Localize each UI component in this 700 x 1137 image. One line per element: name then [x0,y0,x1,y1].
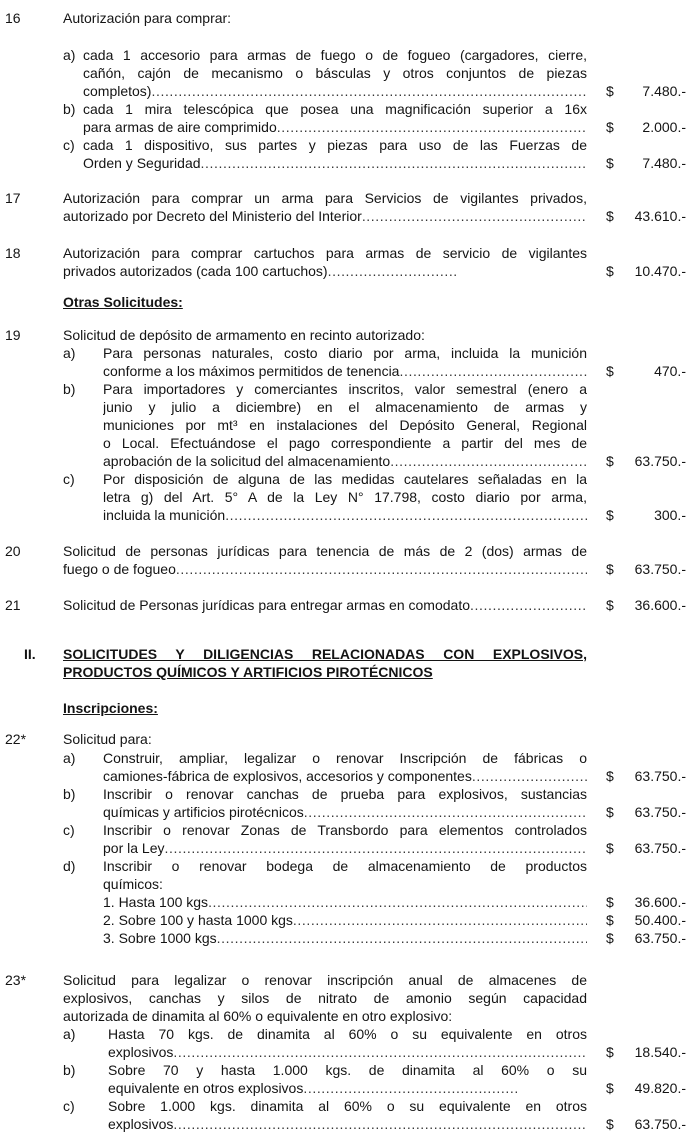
item-number: 16 [5,10,21,26]
document-line [0,839,700,857]
line-text-box [63,207,587,225]
currency-symbol: $ [606,894,614,910]
dotted-leader [304,803,587,821]
document-line [0,803,700,821]
document-line [0,46,700,64]
document-line [0,64,700,82]
line-text: químicas y artificios pirotécnicos [103,804,304,820]
document-line [0,118,700,136]
line-text: Solicitud de Personas jurídicas para entregar armas en comodato [63,597,470,613]
document-line [0,1007,700,1025]
line-text-box [63,560,587,578]
line-text-box [103,344,587,362]
sub-item-label: b) [63,1062,76,1078]
document-line [0,470,700,488]
line-text: Orden y Seguridad [83,155,201,171]
line-text-box [63,189,587,207]
document-line [0,488,700,506]
document-line [0,398,700,416]
line-text-box [103,749,587,767]
section-heading: Inscripciones: [63,700,158,716]
currency-symbol: $ [606,930,614,946]
document-line [0,857,700,875]
document-line [0,189,700,207]
line-text: Hasta 70 kgs. de dinamita al 60% o su equivalente en otros [108,1026,587,1042]
currency-symbol: $ [606,453,614,469]
line-text: 1. Hasta 100 kgs [103,894,209,910]
fee-amount: 18.540.- [634,1044,686,1060]
document-line [0,9,700,27]
line-text: explosivos [108,1044,174,1060]
line-text-box [103,911,587,929]
document-line [0,730,700,748]
line-text-box [103,875,587,893]
document-line [0,262,700,280]
line-text: Solicitud para legalizar o renovar inscripción anual de almacenes de [63,972,587,988]
document-line [0,380,700,398]
dotted-leader [277,118,587,136]
fee-amount: 63.750.- [634,561,686,577]
line-text-box [103,470,587,488]
line-text-box [103,803,587,821]
item-number: 22* [5,731,27,747]
line-text-box [63,326,587,344]
line-text: por la Ley [103,840,165,856]
sub-item-label: c) [63,822,75,838]
sub-item-label: c) [63,137,75,153]
line-text-box [63,989,587,1007]
line-text-box [83,100,587,118]
line-text-box [103,821,587,839]
document-line [0,344,700,362]
line-text-box [83,46,587,64]
document-line [0,154,700,172]
currency-symbol: $ [606,768,614,784]
line-text: químicos: [103,876,163,892]
line-text-box [103,488,587,506]
document-line [0,929,700,947]
currency-symbol: $ [606,912,614,928]
line-text-box [103,857,587,875]
document-line [0,663,700,681]
document-line [0,875,700,893]
line-text-box [108,1061,587,1079]
sub-item-label: a) [63,345,76,361]
line-text: incluida la munición [103,507,226,523]
currency-symbol: $ [606,263,614,279]
line-text-box [103,506,587,524]
dotted-leader [208,893,587,911]
fee-amount: 2.000.- [642,119,686,135]
fee-amount: 63.750.- [634,840,686,856]
sub-item-label: a) [63,1026,76,1042]
line-text-box [83,118,587,136]
document-line [0,326,700,344]
document-line [0,1043,700,1061]
line-text-box [63,542,587,560]
document-line [0,1079,700,1097]
line-text-box [63,730,587,748]
document-line [0,699,700,717]
line-text: Autorización para comprar: [63,10,232,26]
fee-amount: 50.400.- [634,912,686,928]
fee-amount: 63.750.- [634,804,686,820]
currency-symbol: $ [606,561,614,577]
fee-amount: 43.610.- [634,208,686,224]
line-text-box [63,244,587,262]
line-text: Para importadores y comerciantes inscritos, valor semestral (enero a [103,381,587,397]
line-text: Solicitud de depósito de armamento en recinto autorizado: [63,327,425,343]
document-line [0,971,700,989]
document-line [0,596,700,614]
line-text-box [103,362,587,380]
document-line [0,136,700,154]
dotted-leader [173,1115,587,1133]
currency-symbol: $ [606,208,614,224]
dotted-leader [399,362,587,380]
document-line [0,362,700,380]
currency-symbol: $ [606,83,614,99]
sub-item-label: a) [63,750,76,766]
line-text: equivalente en otros explosivos [108,1080,304,1096]
line-text: Solicitud de personas jurídicas para tenencia de más de 2 (dos) armas de [63,543,587,559]
line-text: Solicitud para: [63,731,152,747]
fee-amount: 36.600.- [634,597,686,613]
line-text: conforme a los máximos permitidos de tenencia [103,363,400,379]
line-text: Construir, ampliar, legalizar o renovar Inscripción de fábricas o [103,750,587,766]
line-text-box [108,1115,587,1133]
dotted-leader [293,911,587,929]
currency-symbol: $ [606,363,614,379]
line-text-box [103,893,587,911]
line-text: Para personas naturales, costo diario por arma, incluida la munición [103,345,587,361]
document-line [0,911,700,929]
document-line [0,893,700,911]
line-text: o Local. Efectuándose el pago correspondiente a partir del mes de [103,435,587,451]
section-heading: PRODUCTOS QUÍMICOS Y ARTIFICIOS PIROTÉCNICOS [63,664,433,680]
line-text: Autorización para comprar cartuchos para armas de servicio de vigilantes [63,245,587,261]
dotted-leader [201,154,587,172]
line-text: fuego o de fogueo [63,561,176,577]
dotted-leader [173,1043,587,1061]
line-text: Inscribir o renovar bodega de almacenamiento de productos [103,858,587,874]
dotted-leader [151,82,587,100]
line-text-box [83,154,587,172]
line-text: completos) [83,83,152,99]
document-line [0,785,700,803]
line-text: cada 1 dispositivo, sus partes y piezas para uso de las Fuerzas de [83,137,587,153]
line-text: cada 1 accesorio para armas de fuego o de fogueo (cargadores, cierre, [83,47,587,63]
currency-symbol: $ [606,507,614,523]
currency-symbol: $ [606,1080,614,1096]
fee-amount: 10.470.- [634,263,686,279]
document-line [0,1061,700,1079]
line-text: cañón, cajón de mecanismo o básculas y otros conjuntos de piezas [83,65,587,81]
line-text-box [63,9,587,27]
document-line [0,207,700,225]
dotted-leader [362,207,587,225]
line-text-box [108,1079,520,1097]
line-text-box [103,434,587,452]
sub-item-label: a) [63,47,76,63]
sub-item-label: b) [63,786,76,802]
line-text: privados autorizados (cada 100 cartuchos) [63,263,328,279]
currency-symbol: $ [606,1116,614,1132]
document-line [0,293,700,311]
line-text-box [63,663,587,681]
document-line [0,452,700,470]
dotted-leader [176,560,587,578]
dotted-leader [225,506,587,524]
sub-item-label: b) [63,101,76,117]
line-text-box [63,645,587,663]
line-text: Por disposición de alguna de las medidas cautelares señaladas en la [103,471,587,487]
item-number: 23* [5,972,27,988]
document-line [0,244,700,262]
line-text: para armas de aire comprimido [83,119,277,135]
sub-item-label: c) [63,1098,75,1114]
line-text-box [63,1007,587,1025]
document-line [0,506,700,524]
item-number: 18 [5,245,21,261]
dotted-leader [470,596,587,614]
document-line [0,1097,700,1115]
document-line [0,749,700,767]
dotted-leader [472,767,587,785]
line-text-box [83,136,587,154]
document-line [0,82,700,100]
line-text-box [108,1025,587,1043]
line-text-box [103,785,587,803]
line-text-box [103,380,587,398]
line-text: Inscribir o renovar canchas de prueba para explosivos, sustancias [103,786,587,802]
item-number: 19 [5,327,21,343]
line-text-box [63,262,457,280]
document-line [0,767,700,785]
line-text: explosivos, canchas y silos de nitrato de amonio según capacidad [63,990,587,1006]
dotted-leader [390,452,587,470]
fee-amount: 63.750.- [634,1116,686,1132]
currency-symbol: $ [606,804,614,820]
document-line [0,542,700,560]
line-text: Inscribir o renovar Zonas de Transbordo para elementos controlados [103,822,587,838]
fee-amount: 36.600.- [634,894,686,910]
document-line [0,821,700,839]
line-text: camiones-fábrica de explosivos, accesorios y componentes [103,768,472,784]
document-line [0,1115,700,1133]
currency-symbol: $ [606,155,614,171]
line-text-box [103,929,587,947]
line-text-box [103,398,587,416]
line-text: aprobación de la solicitud del almacenamiento [103,453,391,469]
item-number: 21 [5,597,21,613]
fee-amount: 7.480.- [642,83,686,99]
document-line [0,645,700,663]
fee-amount: 300.- [654,507,686,523]
line-text: Sobre 1.000 kgs. dinamita al 60% o su equivalente en otros [108,1098,587,1114]
item-number: 20 [5,543,21,559]
line-text: explosivos [108,1116,174,1132]
line-text-box [63,596,587,614]
line-text-box [63,971,587,989]
currency-symbol: $ [606,597,614,613]
fee-amount: 7.480.- [642,155,686,171]
sub-item-label: d) [63,858,76,874]
currency-symbol: $ [606,1044,614,1060]
line-text: autorizado por Decreto del Ministerio del Interior [63,208,362,224]
line-text-box [63,293,587,311]
line-text: cada 1 mira telescópica que posea una magnificación superior a 16x [83,101,587,117]
line-text-box [103,767,587,785]
fee-amount: 63.750.- [634,930,686,946]
fee-amount: 49.820.- [634,1080,686,1096]
item-number: 17 [5,190,21,206]
line-text: Autorización para comprar un arma para Servicios de vigilantes privados, [63,190,587,206]
line-text-box [103,416,587,434]
document-line [0,434,700,452]
line-text: Sobre 70 y hasta 1.000 kgs. de dinamita al 60% o su [108,1062,587,1078]
currency-symbol: $ [606,119,614,135]
dotted-leader [328,262,457,280]
fee-amount: 63.750.- [634,453,686,469]
fee-amount: 63.750.- [634,768,686,784]
document-line [0,1025,700,1043]
section-heading: Otras Solicitudes: [63,294,183,310]
line-text-box [108,1097,587,1115]
document-line [0,560,700,578]
dotted-leader [164,839,587,857]
line-text-box [103,839,587,857]
document-line [0,989,700,1007]
line-text-box [63,699,587,717]
section-heading: SOLICITUDES Y DILIGENCIAS RELACIONADAS CON EXPLOSIVOS, [63,646,587,662]
line-text: 2. Sobre 100 y hasta 1000 kgs [103,912,293,928]
dotted-leader [303,1079,520,1097]
line-text-box [83,64,587,82]
sub-item-label: c) [63,471,75,487]
currency-symbol: $ [606,840,614,856]
line-text-box [103,452,587,470]
line-text: municiones por mt³ en instalaciones del Depósito General, Regional [103,417,587,433]
line-text-box [83,82,587,100]
line-text: autorizada de dinamita al 60% o equivalente en otro explosivo: [63,1008,453,1024]
line-text: 3. Sobre 1000 kgs [103,930,217,946]
document-line [0,100,700,118]
line-text: letra g) del Art. 5° A de la Ley N° 17.798, costo diario por arma, [103,489,587,505]
line-text: junio y julio a diciembre) en el almacenamiento de armas y [103,399,587,415]
line-text-box [108,1043,587,1061]
fee-amount: 470.- [654,363,686,379]
dotted-leader [217,929,587,947]
sub-item-label: b) [63,381,76,397]
item-number: II. [24,646,36,662]
document-line [0,416,700,434]
